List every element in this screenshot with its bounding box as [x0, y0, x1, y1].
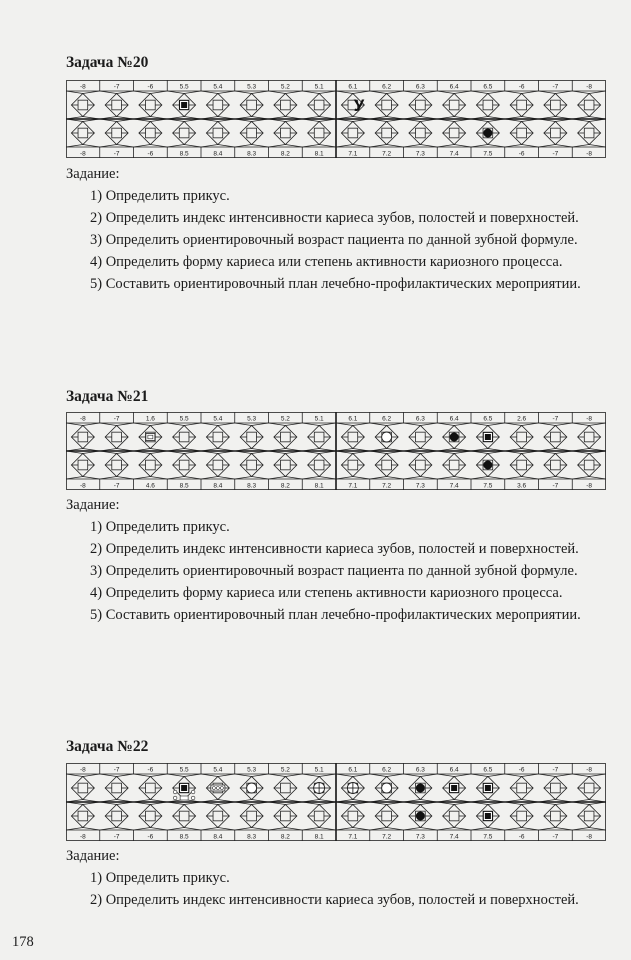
tooth-lower	[404, 119, 438, 147]
occlusal-surface	[584, 811, 594, 821]
occlusal-surface	[78, 100, 88, 110]
occlusal-surface	[382, 100, 392, 110]
tooth-label-upper: 6.5	[483, 83, 493, 91]
tooth-label-lower: 8.2	[280, 833, 290, 841]
tooth-upper	[404, 91, 438, 119]
tooth-upper	[201, 423, 235, 451]
occlusal-surface	[551, 460, 561, 470]
tooth-label-lower: 7.2	[382, 833, 392, 841]
assignment-label: Задание:	[66, 166, 120, 182]
tooth-lower	[167, 802, 201, 830]
tooth-lower	[539, 119, 573, 147]
occlusal-surface	[247, 460, 257, 470]
occlusal-surface	[584, 432, 594, 442]
occlusal-surface	[517, 811, 527, 821]
tooth-upper	[539, 91, 573, 119]
tooth-label-lower: -7	[113, 482, 120, 490]
tooth-label-upper: 5.2	[280, 415, 290, 423]
occlusal-surface	[146, 783, 156, 793]
tooth-lower	[66, 802, 100, 830]
tooth-label-upper: 5.5	[179, 415, 189, 423]
tooth-label-lower: -6	[147, 150, 154, 158]
tooth-label-lower: -7	[552, 833, 559, 841]
tooth-label-upper: 6.3	[415, 415, 425, 423]
assignment-item: 5) Составить ориентировочный план лечебно-профилактических мероприятии.	[90, 276, 581, 292]
filling-mark	[485, 434, 491, 440]
tooth-upper	[269, 774, 303, 802]
occlusal-surface	[314, 100, 324, 110]
tooth-label-lower: 7.2	[382, 482, 392, 490]
tooth-label-upper: 6.3	[415, 766, 425, 774]
tooth-label-upper: 6.2	[382, 766, 392, 774]
occlusal-surface	[348, 432, 358, 442]
tooth-label-lower: -8	[586, 482, 593, 490]
assignment-label: Задание:	[66, 497, 120, 513]
occlusal-surface	[416, 100, 426, 110]
tooth-upper	[302, 91, 336, 119]
occlusal-surface	[551, 811, 561, 821]
tooth-label-upper: 6.4	[449, 766, 459, 774]
tooth-label-upper: 6.5	[483, 766, 493, 774]
tooth-upper	[201, 91, 235, 119]
occlusal-surface	[78, 460, 88, 470]
occlusal-surface	[281, 783, 291, 793]
occlusal-surface	[449, 100, 459, 110]
occlusal-surface	[449, 460, 459, 470]
tooth-label-lower: 7.3	[415, 482, 425, 490]
tooth-label-lower: 7.1	[348, 150, 358, 158]
occlusal-surface	[517, 460, 527, 470]
tooth-label-upper: -7	[113, 415, 120, 423]
tooth-upper	[235, 423, 269, 451]
tooth-label-upper: 6.1	[348, 766, 358, 774]
assignment-item: 2) Определить индекс интенсивности кариеса зубов, полостей и поверхностей.	[90, 541, 579, 557]
tooth-label-lower: 8.4	[213, 833, 223, 841]
occlusal-surface	[314, 460, 324, 470]
tooth-label-upper: 5.3	[247, 83, 257, 91]
assignment-item: 4) Определить форму кариеса или степень активности кариозного процесса.	[90, 254, 563, 270]
sealant-mark	[146, 434, 155, 441]
tooth-lower	[134, 451, 168, 479]
tooth-upper	[66, 774, 100, 802]
tooth-lower	[100, 802, 134, 830]
caries-mark	[450, 433, 459, 442]
filling-mark	[485, 813, 491, 819]
occlusal-surface	[247, 432, 257, 442]
occlusal-surface	[213, 460, 223, 470]
occlusal-surface	[517, 100, 527, 110]
tooth-upper	[235, 91, 269, 119]
tooth-label-lower: -6	[518, 833, 525, 841]
tooth-label-lower: 8.5	[179, 150, 189, 158]
tooth-label-lower: 7.4	[449, 833, 459, 841]
sealant-row-mark	[211, 785, 225, 791]
letter-mark: У	[353, 96, 365, 115]
assignment-22	[66, 845, 606, 911]
tooth-label-lower: 8.5	[179, 833, 189, 841]
tooth-label-lower: 8.1	[314, 833, 324, 841]
tooth-lower	[269, 802, 303, 830]
tooth-upper	[572, 91, 606, 119]
tooth-label-upper: 5.4	[213, 83, 223, 91]
assignment-item: 1) Определить прикус.	[90, 519, 230, 535]
task-title-21: Задача №21	[66, 388, 149, 405]
tooth-label-upper: -8	[79, 766, 86, 774]
small-circle-mark	[191, 790, 195, 794]
tooth-label-lower: 8.4	[213, 482, 223, 490]
tooth-label-upper: 5.4	[213, 415, 223, 423]
tooth-lower	[235, 451, 269, 479]
tooth-lower	[539, 802, 573, 830]
tooth-lower	[404, 451, 438, 479]
tooth-upper	[505, 91, 539, 119]
circle-mark	[382, 783, 392, 793]
tooth-upper	[539, 774, 573, 802]
dental-chart-22	[66, 763, 606, 841]
tooth-lower	[336, 451, 370, 479]
occlusal-surface	[584, 783, 594, 793]
occlusal-surface	[517, 128, 527, 138]
occlusal-surface	[348, 128, 358, 138]
tooth-label-lower: 8.3	[247, 482, 257, 490]
tooth-label-lower: -7	[552, 150, 559, 158]
tooth-label-upper: -6	[147, 766, 154, 774]
occlusal-surface	[348, 460, 358, 470]
occlusal-surface	[247, 811, 257, 821]
tooth-upper	[505, 774, 539, 802]
assignment-20	[66, 163, 606, 295]
occlusal-surface	[213, 128, 223, 138]
tooth-lower	[336, 119, 370, 147]
circle-mark	[247, 783, 257, 793]
caries-mark	[483, 461, 492, 470]
tooth-label-upper: -7	[113, 766, 120, 774]
tooth-lower	[100, 119, 134, 147]
occlusal-surface	[78, 128, 88, 138]
tooth-lower	[505, 802, 539, 830]
occlusal-surface	[78, 432, 88, 442]
occlusal-surface	[314, 128, 324, 138]
tooth-label-upper: 6.4	[449, 415, 459, 423]
tooth-lower	[437, 119, 471, 147]
tooth-upper	[269, 423, 303, 451]
tooth-label-upper: 6.4	[449, 83, 459, 91]
tooth-label-lower: 7.5	[483, 482, 493, 490]
occlusal-surface	[179, 432, 189, 442]
tooth-label-lower: 7.5	[483, 833, 493, 841]
tooth-upper	[134, 774, 168, 802]
occlusal-surface	[146, 460, 156, 470]
tooth-lower	[201, 119, 235, 147]
tooth-label-lower: 8.1	[314, 150, 324, 158]
tooth-upper	[336, 423, 370, 451]
occlusal-surface	[416, 128, 426, 138]
tooth-label-upper: 5.4	[213, 766, 223, 774]
tooth-label-lower: -6	[518, 150, 525, 158]
occlusal-surface	[247, 100, 257, 110]
assignment-21	[66, 494, 606, 626]
occlusal-surface	[179, 811, 189, 821]
tooth-lower	[572, 802, 606, 830]
assignment-item: 5) Составить ориентировочный план лечебно-профилактических мероприятии.	[90, 607, 581, 623]
tooth-label-upper: 5.3	[247, 766, 257, 774]
tooth-upper	[167, 423, 201, 451]
tooth-upper	[572, 423, 606, 451]
assignment-item: 2) Определить индекс интенсивности кариеса зубов, полостей и поверхностей.	[90, 892, 579, 908]
tooth-label-lower: -7	[113, 150, 120, 158]
tooth-label-upper: 5.2	[280, 83, 290, 91]
tooth-lower	[336, 802, 370, 830]
tooth-lower	[302, 119, 336, 147]
dental-chart-20	[66, 80, 606, 158]
tooth-label-lower: 7.1	[348, 482, 358, 490]
tooth-lower	[167, 119, 201, 147]
small-circle-mark	[173, 790, 177, 794]
tooth-label-lower: 7.3	[415, 833, 425, 841]
occlusal-surface	[247, 128, 257, 138]
assignment-item: 2) Определить индекс интенсивности кариеса зубов, полостей и поверхностей.	[90, 210, 579, 226]
tooth-label-lower: 8.1	[314, 482, 324, 490]
occlusal-surface	[78, 783, 88, 793]
tooth-upper	[505, 423, 539, 451]
task-title-20: Задача №20	[66, 54, 149, 71]
tooth-label-upper: -8	[586, 83, 593, 91]
tooth-upper	[302, 423, 336, 451]
occlusal-surface	[382, 128, 392, 138]
occlusal-surface	[213, 432, 223, 442]
occlusal-surface	[551, 783, 561, 793]
tooth-upper	[100, 91, 134, 119]
task-title-22: Задача №22	[66, 738, 149, 755]
occlusal-surface	[281, 432, 291, 442]
tooth-lower	[370, 802, 404, 830]
tooth-label-upper: -7	[552, 83, 559, 91]
occlusal-surface	[517, 432, 527, 442]
tooth-label-upper: -8	[586, 766, 593, 774]
tooth-lower	[269, 119, 303, 147]
tooth-label-lower: -8	[586, 833, 593, 841]
occlusal-surface	[449, 128, 459, 138]
caries-mark	[416, 812, 425, 821]
tooth-lower	[505, 451, 539, 479]
tooth-lower	[302, 802, 336, 830]
dental-chart-21	[66, 412, 606, 490]
tooth-label-lower: 8.2	[280, 482, 290, 490]
filling-mark	[181, 785, 187, 791]
tooth-label-lower: -6	[147, 833, 154, 841]
occlusal-surface	[416, 460, 426, 470]
tooth-label-lower: -8	[79, 482, 86, 490]
occlusal-surface	[179, 128, 189, 138]
tooth-lower	[269, 451, 303, 479]
tooth-label-upper: 6.1	[348, 415, 358, 423]
tooth-lower	[572, 119, 606, 147]
occlusal-surface	[382, 460, 392, 470]
filling-mark	[451, 785, 457, 791]
assignment-label: Задание:	[66, 848, 120, 864]
assignment-item: 3) Определить ориентировочный возраст пациента по данной зубной формуле.	[90, 232, 578, 248]
tooth-label-lower: -7	[113, 833, 120, 841]
tooth-label-lower: 7.1	[348, 833, 358, 841]
tooth-lower	[201, 451, 235, 479]
occlusal-surface	[348, 811, 358, 821]
occlusal-surface	[551, 128, 561, 138]
tooth-label-upper: 5.5	[179, 766, 189, 774]
tooth-label-lower: 8.4	[213, 150, 223, 158]
tooth-label-upper: 6.1	[348, 83, 358, 91]
occlusal-surface	[281, 460, 291, 470]
tooth-label-upper: -7	[552, 766, 559, 774]
occlusal-surface	[416, 432, 426, 442]
tooth-label-upper: 5.3	[247, 415, 257, 423]
occlusal-surface	[382, 811, 392, 821]
tooth-label-upper: 6.3	[415, 83, 425, 91]
assignment-item: 4) Определить форму кариеса или степень активности кариозного процесса.	[90, 585, 563, 601]
tooth-label-lower: 7.4	[449, 150, 459, 158]
tooth-label-upper: -7	[552, 415, 559, 423]
tooth-label-upper: -8	[586, 415, 593, 423]
occlusal-surface	[146, 811, 156, 821]
tooth-upper	[370, 91, 404, 119]
occlusal-surface	[112, 460, 122, 470]
tooth-label-lower: -8	[79, 150, 86, 158]
tooth-label-lower: 4.6	[145, 482, 155, 490]
small-circle-mark	[191, 796, 195, 800]
occlusal-surface	[584, 100, 594, 110]
tooth-lower	[370, 451, 404, 479]
occlusal-surface	[483, 100, 493, 110]
tooth-upper	[100, 423, 134, 451]
tooth-label-upper: 5.5	[179, 83, 189, 91]
tooth-label-upper: 6.2	[382, 415, 392, 423]
circle-mark	[382, 432, 392, 442]
tooth-label-lower: 8.3	[247, 150, 257, 158]
tooth-upper	[572, 774, 606, 802]
assignment-item: 1) Определить прикус.	[90, 188, 230, 204]
assignment-item: 3) Определить ориентировочный возраст пациента по данной зубной формуле.	[90, 563, 578, 579]
tooth-label-upper: 5.2	[280, 766, 290, 774]
tooth-lower	[302, 451, 336, 479]
occlusal-surface	[112, 128, 122, 138]
tooth-label-lower: -8	[79, 833, 86, 841]
tooth-label-upper: 2.6	[517, 415, 527, 423]
tooth-label-lower: 8.2	[280, 150, 290, 158]
occlusal-surface	[213, 811, 223, 821]
tooth-label-lower: 7.4	[449, 482, 459, 490]
small-circle-mark	[180, 796, 188, 800]
tooth-label-upper: 6.2	[382, 83, 392, 91]
assignment-item: 1) Определить прикус.	[90, 870, 230, 886]
occlusal-surface	[314, 811, 324, 821]
tooth-label-lower: 7.3	[415, 150, 425, 158]
tooth-label-upper: -8	[79, 415, 86, 423]
occlusal-surface	[112, 811, 122, 821]
tooth-label-upper: 6.5	[483, 415, 493, 423]
occlusal-surface	[517, 783, 527, 793]
tooth-lower	[235, 119, 269, 147]
tooth-lower	[235, 802, 269, 830]
tooth-label-lower: 7.5	[483, 150, 493, 158]
occlusal-surface	[584, 128, 594, 138]
occlusal-surface	[112, 432, 122, 442]
tooth-label-lower: 8.5	[179, 482, 189, 490]
tooth-upper	[66, 91, 100, 119]
tooth-label-upper: -8	[79, 83, 86, 91]
tooth-label-upper: 5.1	[314, 415, 324, 423]
page-number: 178	[12, 934, 34, 950]
tooth-lower	[66, 119, 100, 147]
tooth-lower	[572, 451, 606, 479]
tooth-lower	[201, 802, 235, 830]
occlusal-surface	[78, 811, 88, 821]
tooth-upper	[269, 91, 303, 119]
tooth-lower	[100, 451, 134, 479]
tooth-label-upper: 5.1	[314, 83, 324, 91]
occlusal-surface	[213, 100, 223, 110]
occlusal-surface	[112, 783, 122, 793]
tooth-label-lower: 8.3	[247, 833, 257, 841]
tooth-upper	[66, 423, 100, 451]
tooth-upper	[437, 91, 471, 119]
occlusal-surface	[551, 100, 561, 110]
tooth-upper	[134, 91, 168, 119]
filling-mark	[181, 102, 187, 108]
tooth-label-upper: -6	[147, 83, 154, 91]
tooth-lower	[167, 451, 201, 479]
occlusal-surface	[179, 460, 189, 470]
caries-mark	[416, 784, 425, 793]
occlusal-surface	[146, 128, 156, 138]
tooth-lower	[539, 451, 573, 479]
tooth-lower	[134, 119, 168, 147]
tooth-label-upper: -6	[518, 83, 525, 91]
tooth-upper	[100, 774, 134, 802]
tooth-lower	[505, 119, 539, 147]
occlusal-surface	[281, 811, 291, 821]
filling-mark	[485, 785, 491, 791]
occlusal-surface	[146, 100, 156, 110]
tooth-upper	[539, 423, 573, 451]
tooth-lower	[370, 119, 404, 147]
tooth-label-upper: -7	[113, 83, 120, 91]
occlusal-surface	[281, 128, 291, 138]
tooth-lower	[437, 802, 471, 830]
tooth-lower	[134, 802, 168, 830]
tooth-label-upper: -6	[518, 766, 525, 774]
tooth-label-lower: 3.6	[517, 482, 527, 490]
tooth-label-lower: 7.2	[382, 150, 392, 158]
occlusal-surface	[551, 432, 561, 442]
tooth-lower	[437, 451, 471, 479]
tooth-label-lower: -8	[586, 150, 593, 158]
tooth-lower	[66, 451, 100, 479]
occlusal-surface	[281, 100, 291, 110]
tooth-upper	[471, 91, 505, 119]
tooth-label-upper: 5.1	[314, 766, 324, 774]
tooth-label-upper: 1.6	[145, 415, 155, 423]
occlusal-surface	[314, 432, 324, 442]
occlusal-surface	[449, 811, 459, 821]
small-circle-mark	[173, 796, 177, 800]
occlusal-surface	[584, 460, 594, 470]
tooth-upper	[404, 423, 438, 451]
caries-mark	[483, 129, 492, 138]
occlusal-surface	[112, 100, 122, 110]
tooth-label-lower: -7	[552, 482, 559, 490]
